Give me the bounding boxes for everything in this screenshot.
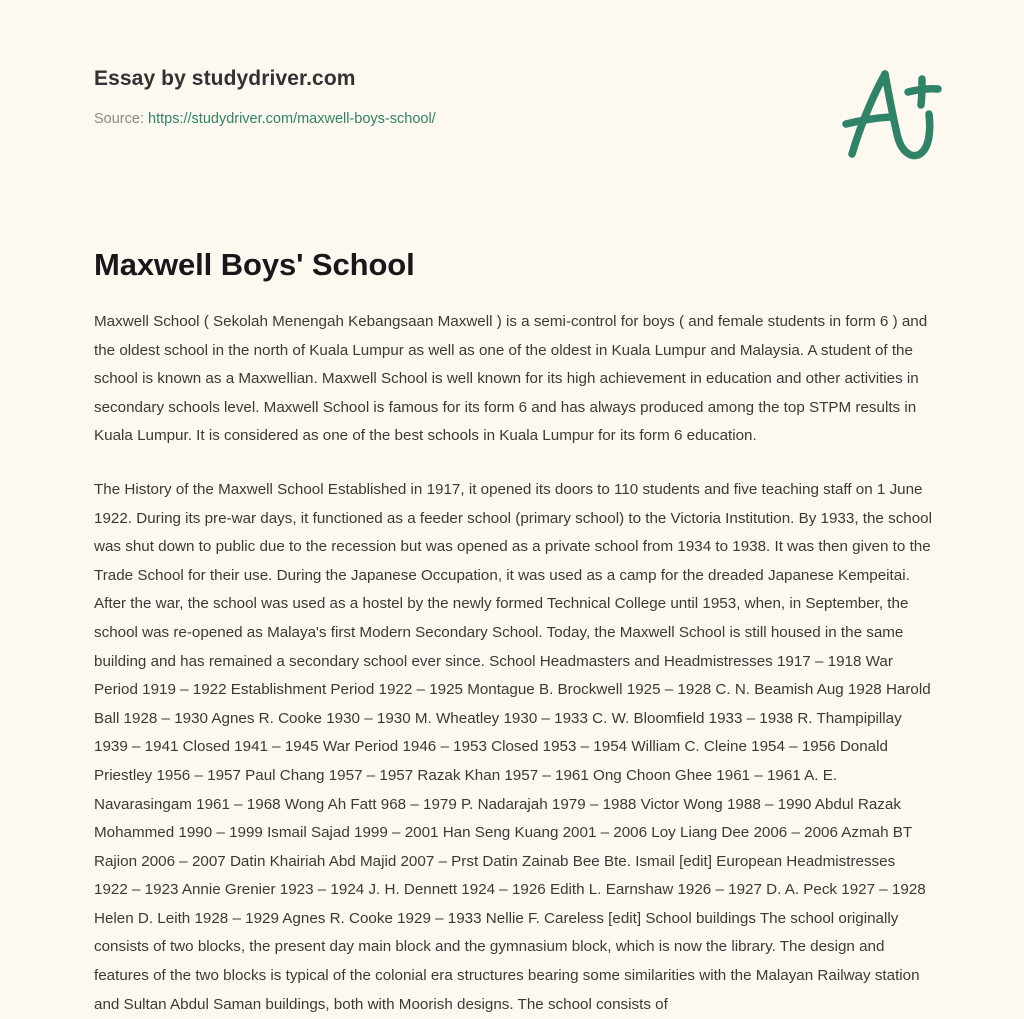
a-plus-logo-icon	[832, 62, 950, 170]
page-header	[94, 66, 950, 176]
paragraph-2: The History of the Maxwell School Established in 1917, it opened its doors to 110 students and five teaching staff on 1 June 1922. During its pre-war days, it functioned as a feeder school (primary school) to the Victoria Institution. By 1933, the school was shut down to public due to the recession but was opened as a private school from 1934 to 1938. It was then given to the Trade School for their use. During the Japanese Occupation, it was used as a camp for the dreaded Japanese Kempeitai. After the war, the school was used as a hostel by the newly formed Technical College until 1953, when, in September, the school was re-opened as Malaya's first Modern Secondary School. Today, the Maxwell School is still housed in the same building and has remained a secondary school ever since. School Headmasters and Headmistresses 1917 – 1918 War Period 1919 – 1922 Establishment Period 1922 – 1925 Montague B. Brockwell 1925 – 1928 C. N. Beamish Aug 1928 Harold Ball 1928 – 1930 Agnes R. Cooke 1930 – 1930 M. Wheatley 1930 – 1933 C. W. Bloomfield 1933 – 1938 R. Thampipillay 1939 – 1941 Closed 1941 – 1945 War Period 1946 – 1953 Closed 1953 – 1954 William C. Cleine 1954 – 1956 Donald Priestley 1956 – 1957 Paul Chang 1957 – 1957 Razak Khan 1957 – 1961 Ong Choon Ghee 1961 – 1961 A. E. Navarasingam 1961 – 1968 Wong Ah Fatt 968 – 1979 P. Nadarajah 1979 – 1988 Victor Wong 1988 – 1990 Abdul Razak Mohammed 1990 – 1999 Ismail Sajad 1999 – 2001 Han Seng Kuang 2001 – 2006 Loy Liang Dee 2006 – 2006 Azmah BT Rajion 2006 – 2007 Datin Khairiah Abd Majid 2007 – Prst Datin Zainab Bee Bte. Ismail [edit] European Headmistresses 1922 – 1923 Annie Grenier 1923 – 1924 J. H. Dennett 1924 – 1926 Edith L. Earnshaw 1926 – 1927 D. A. Peck 1927 – 1928 Helen D. Leith 1928 – 1929 Agnes R. Cooke 1929 – 1933 Nellie F. Careless [edit] School buildings The school originally consists of two blocks, the present day main block and the gymnasium block, which is now the library. The design and features of the two blocks is typical of the colonial era structures bearing some similarities with the Malayan Railway station and Sultan Abdul Saman buildings, both with Moorish designs. The school consists of	[94, 480, 932, 1013]
essay-body	[94, 308, 932, 1019]
a-plus-logo	[832, 62, 950, 170]
source-label: Source:	[94, 111, 144, 128]
page-title: Maxwell Boys' School	[94, 247, 415, 282]
paragraph-1: Maxwell School ( Sekolah Menengah Kebangsaan Maxwell ) is a semi-control for boys ( and female students in form 6 ) and the oldest school in the north of Kuala Lumpur as well as one of the oldest in Kuala Lumpur and Malaysia. A student of the school is known as a Maxwellian. Maxwell School is well known for its high achievement in education and other activities in secondary schools level. Maxwell School is famous for its form 6 and has always produced among the top STPM results in Kuala Lumpur. It is considered as one of the best schools in Kuala Lumpur for its form 6 education.	[94, 313, 928, 445]
brand-title: Essay by studydriver.com	[94, 67, 356, 90]
source-line	[94, 91, 950, 128]
source-url-link[interactable]: https://studydriver.com/maxwell-boys-school/	[148, 111, 436, 128]
